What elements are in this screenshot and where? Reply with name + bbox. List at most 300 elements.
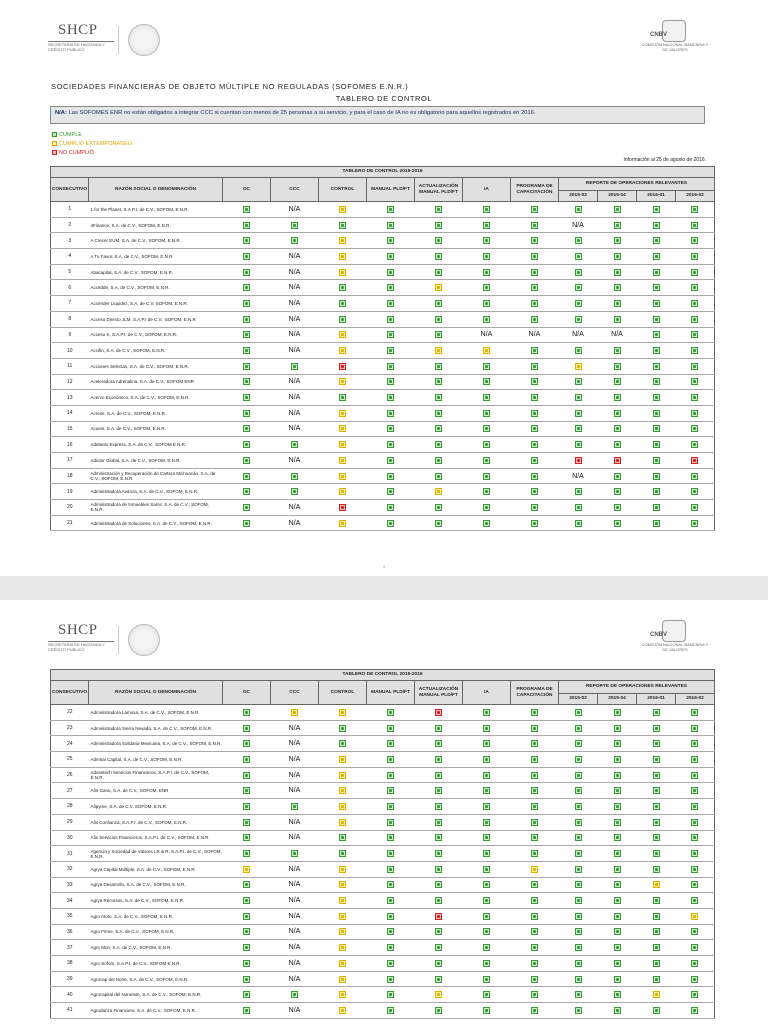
cumple-icon (243, 300, 250, 307)
cumple-icon (387, 363, 394, 370)
cumple-icon (614, 378, 621, 385)
status-cell (223, 814, 271, 830)
status-cell (559, 202, 598, 218)
status-cell (223, 264, 271, 280)
cumple-icon (691, 1007, 698, 1014)
cnbv-badge-icon (662, 620, 686, 642)
cumple-icon (483, 378, 490, 385)
status-cell (559, 830, 598, 846)
na-value: N/A (288, 944, 301, 952)
cumple-icon (691, 331, 698, 338)
cumple-icon (387, 441, 394, 448)
extemporaneo-icon (339, 756, 346, 763)
cumple-icon (531, 410, 538, 417)
status-cell (511, 311, 559, 327)
table-row (51, 515, 715, 531)
national-seal-icon (128, 624, 160, 656)
company-name: Administradora de Soluciones, S.A. de C.V., SOFOM, E.N.R. (89, 515, 223, 531)
cumple-icon (691, 520, 698, 527)
status-cell (511, 956, 559, 972)
status-cell (511, 1003, 559, 1019)
status-cell (676, 249, 715, 265)
cumple-icon (435, 928, 442, 935)
status-cell (511, 799, 559, 815)
cumple-icon (387, 960, 394, 967)
cnbv-badge-icon (662, 20, 686, 42)
status-cell (559, 956, 598, 972)
col-period: 2016-01 (637, 191, 676, 202)
status-cell (598, 233, 637, 249)
status-cell (463, 767, 511, 783)
cumple-icon (575, 316, 582, 323)
cumple-icon (435, 819, 442, 826)
cumple-icon (653, 316, 660, 323)
cumple-icon (435, 410, 442, 417)
cumple-icon (435, 378, 442, 385)
extemporaneo-icon (691, 913, 698, 920)
cumple-icon (531, 316, 538, 323)
cumple-icon (483, 913, 490, 920)
extemporaneo-icon (339, 913, 346, 920)
cumple-icon (653, 331, 660, 338)
na-value: N/A (288, 394, 301, 402)
cumple-icon (435, 740, 442, 747)
status-cell (319, 484, 367, 500)
extemporaneo-icon (339, 709, 346, 716)
cumple-icon (243, 378, 250, 385)
status-cell (223, 296, 271, 312)
status-cell (637, 437, 676, 453)
status-cell (637, 814, 676, 830)
status-cell (598, 940, 637, 956)
row-number: 20 (51, 500, 89, 516)
extemporaneo-icon (435, 347, 442, 354)
na-cell (271, 956, 319, 972)
status-cell (676, 296, 715, 312)
row-number: 25 (51, 752, 89, 768)
cnbv-logo-subtitle: COMISIÓN NACIONAL BANCARIA Y DE VALORES (641, 642, 709, 652)
status-cell (367, 893, 415, 909)
status-cell (559, 877, 598, 893)
na-value: N/A (288, 740, 301, 748)
cumple-icon (614, 787, 621, 794)
cnbv-logo (640, 20, 710, 56)
cumple-icon (483, 504, 490, 511)
status-cell (223, 877, 271, 893)
status-cell (319, 861, 367, 877)
extemporaneo-icon (339, 928, 346, 935)
status-cell (559, 752, 598, 768)
cumple-icon (691, 991, 698, 998)
cumple-icon (387, 740, 394, 747)
table-row (51, 893, 715, 909)
cumple-icon (435, 222, 442, 229)
status-cell (319, 830, 367, 846)
status-cell (598, 767, 637, 783)
status-cell (319, 500, 367, 516)
cumple-icon (691, 410, 698, 417)
status-cell (637, 987, 676, 1003)
status-cell (319, 515, 367, 531)
cumple-icon (243, 709, 250, 716)
status-cell (415, 1003, 463, 1019)
status-cell (415, 767, 463, 783)
status-cell (415, 830, 463, 846)
cumple-icon (483, 850, 490, 857)
na-cell (271, 908, 319, 924)
status-cell (271, 437, 319, 453)
cumple-icon (435, 331, 442, 338)
na-value: N/A (480, 331, 493, 339)
cumple-icon (653, 520, 660, 527)
company-name: Acceso Directo JLM, S.A.P.I de C.V., SOFOM, E.N.R (89, 311, 223, 327)
status-cell (415, 484, 463, 500)
company-name: Agrocap del Norte, S.A. de C.V., SOFOM, E.N.R. (89, 971, 223, 987)
status-cell (511, 705, 559, 721)
status-cell (415, 468, 463, 484)
status-cell (676, 971, 715, 987)
cumple-icon (653, 819, 660, 826)
cumple-icon (435, 866, 442, 873)
table-row (51, 311, 715, 327)
table-row (51, 971, 715, 987)
company-name: Adiutor Global, S.A. de C.V., SOFOM, E.N.R. (89, 453, 223, 469)
cumple-icon (387, 378, 394, 385)
extemporaneo-icon (575, 363, 582, 370)
status-cell (676, 987, 715, 1003)
cumple-icon (483, 206, 490, 213)
cumple-icon (243, 960, 250, 967)
cumple-icon (691, 300, 698, 307)
status-cell (463, 987, 511, 1003)
extemporaneo-icon (339, 787, 346, 794)
cumple-icon (614, 928, 621, 935)
status-cell (598, 343, 637, 359)
row-number: 2 (51, 217, 89, 233)
table-row (51, 956, 715, 972)
status-cell (463, 484, 511, 500)
col-period: 2015-04 (598, 694, 637, 705)
status-cell (367, 437, 415, 453)
status-cell (223, 1003, 271, 1019)
status-cell (415, 390, 463, 406)
cumple-icon (243, 725, 250, 732)
status-cell (637, 421, 676, 437)
na-cell (271, 861, 319, 877)
col-period: 2015-04 (598, 191, 637, 202)
row-number: 7 (51, 296, 89, 312)
status-cell (676, 908, 715, 924)
status-cell (598, 720, 637, 736)
status-cell (511, 720, 559, 736)
cumple-icon (531, 284, 538, 291)
cumple-icon (653, 284, 660, 291)
cumple-icon (387, 991, 394, 998)
cumple-icon (653, 913, 660, 920)
cumple-icon (653, 206, 660, 213)
status-cell (319, 421, 367, 437)
status-cell (463, 515, 511, 531)
status-cell (223, 421, 271, 437)
row-number: 15 (51, 421, 89, 437)
row-number: 21 (51, 515, 89, 531)
cumple-icon (291, 803, 298, 810)
cumple-icon (691, 473, 698, 480)
status-cell (637, 249, 676, 265)
table-row (51, 736, 715, 752)
status-cell (415, 908, 463, 924)
cumple-icon (653, 725, 660, 732)
na-cell (271, 877, 319, 893)
cumple-icon (614, 897, 621, 904)
cumple-icon (243, 740, 250, 747)
status-cell (223, 987, 271, 1003)
status-cell (367, 390, 415, 406)
status-cell (367, 1003, 415, 1019)
cumple-icon (575, 394, 582, 401)
status-cell (367, 720, 415, 736)
cumple-icon (387, 866, 394, 873)
status-cell (559, 705, 598, 721)
status-cell (598, 437, 637, 453)
col-manual: MANUAL PLD/FT (367, 178, 415, 202)
company-name: Administradora Lamosa, S.A. de C.V., SOFOM, E.N.R. (89, 705, 223, 721)
cumple-icon (691, 866, 698, 873)
cumple-icon (531, 269, 538, 276)
cumple-icon (387, 520, 394, 527)
status-cell (463, 908, 511, 924)
status-cell (511, 343, 559, 359)
status-cell (463, 830, 511, 846)
status-cell (676, 405, 715, 421)
company-name: Admiral Capital, S.A. de C.V., SOFOM, E.N.R. (89, 752, 223, 768)
cumple-icon (387, 944, 394, 951)
status-cell (367, 468, 415, 484)
status-cell (559, 374, 598, 390)
status-cell (559, 453, 598, 469)
status-cell (559, 264, 598, 280)
cumple-icon (483, 866, 490, 873)
cumple-icon (387, 316, 394, 323)
cumple-icon (243, 881, 250, 888)
status-cell (319, 468, 367, 484)
cumple-icon (531, 756, 538, 763)
cumple-icon (531, 976, 538, 983)
cumple-icon (691, 928, 698, 935)
status-cell (637, 264, 676, 280)
status-cell (463, 217, 511, 233)
status-cell (463, 1003, 511, 1019)
row-number: 37 (51, 940, 89, 956)
cumple-icon (575, 866, 582, 873)
cumple-icon (243, 253, 250, 260)
status-cell (511, 280, 559, 296)
status-cell (598, 202, 637, 218)
col-control: CONTROL (319, 178, 367, 202)
cumple-icon (575, 1007, 582, 1014)
cumple-icon (243, 834, 250, 841)
na-value: N/A (288, 425, 301, 433)
company-name: Afipyme, S.A. de C.V. SOFOM, E.N.R. (89, 799, 223, 815)
cumple-icon (531, 441, 538, 448)
status-cell (319, 405, 367, 421)
row-number: 18 (51, 468, 89, 484)
na-cell (271, 971, 319, 987)
cumple-icon (614, 206, 621, 213)
table-row (51, 783, 715, 799)
status-cell (367, 861, 415, 877)
extemporaneo-icon (531, 866, 538, 873)
cumple-icon (387, 834, 394, 841)
cumple-icon (243, 772, 250, 779)
status-cell (598, 987, 637, 1003)
legend-no-label: NO CUMPLIÓ (59, 150, 94, 156)
status-cell (319, 311, 367, 327)
cumple-icon (291, 363, 298, 370)
status-cell (598, 280, 637, 296)
status-cell (676, 783, 715, 799)
na-value: N/A (288, 928, 301, 936)
cumple-icon (614, 960, 621, 967)
shcp-logo-subtitle: SECRETARÍA DE HACIENDA Y CRÉDITO PÚBLICO (48, 42, 105, 52)
no-cumplio-icon (575, 457, 582, 464)
national-seal-icon (128, 24, 160, 56)
table-row (51, 280, 715, 296)
na-cell (271, 264, 319, 280)
na-value: N/A (288, 268, 301, 276)
status-cell (463, 500, 511, 516)
cumple-icon (483, 756, 490, 763)
status-cell (511, 358, 559, 374)
status-cell (415, 924, 463, 940)
cumple-icon (435, 237, 442, 244)
status-cell (319, 956, 367, 972)
row-number: 29 (51, 814, 89, 830)
status-cell (637, 374, 676, 390)
status-cell (367, 296, 415, 312)
cumple-icon (243, 363, 250, 370)
na-value: N/A (288, 818, 301, 826)
cumple-icon (614, 316, 621, 323)
status-cell (463, 405, 511, 421)
cumple-icon (435, 834, 442, 841)
cumple-icon (291, 850, 298, 857)
na-value: N/A (288, 299, 301, 307)
status-cell (676, 893, 715, 909)
status-cell (676, 233, 715, 249)
status-cell (367, 264, 415, 280)
status-cell (223, 437, 271, 453)
cumple-icon (691, 284, 698, 291)
company-name: Administración y Recuperación de Cartera Michoacán, S.A. de C.V., SOFOM, E.N.R. (89, 468, 223, 484)
status-cell (271, 358, 319, 374)
na-value: N/A (572, 221, 584, 229)
cumple-icon (575, 300, 582, 307)
cnbv-logo (640, 620, 710, 656)
cumple-icon (387, 1007, 394, 1014)
status-cell (598, 830, 637, 846)
company-name: Acuein, S.A. de C.V., SOFOM, E.N.R. (89, 421, 223, 437)
cumple-icon (435, 787, 442, 794)
cumple-icon (243, 944, 250, 951)
status-cell (415, 405, 463, 421)
status-cell (559, 908, 598, 924)
status-cell (559, 767, 598, 783)
row-number: 36 (51, 924, 89, 940)
cumple-icon (531, 944, 538, 951)
cumple-icon (243, 819, 250, 826)
row-number: 34 (51, 893, 89, 909)
cumple-icon (614, 253, 621, 260)
table-body-page-1 (51, 202, 715, 531)
status-cell (511, 405, 559, 421)
status-cell (367, 217, 415, 233)
cumple-icon (614, 284, 621, 291)
status-cell (598, 908, 637, 924)
cumple-icon (691, 488, 698, 495)
status-cell (637, 311, 676, 327)
no-cumplio-icon (339, 504, 346, 511)
status-cell (511, 217, 559, 233)
status-cell (463, 437, 511, 453)
table-row (51, 767, 715, 783)
cumple-icon (575, 850, 582, 857)
na-cell (271, 327, 319, 343)
status-cell (319, 893, 367, 909)
table-row (51, 202, 715, 218)
status-cell (319, 280, 367, 296)
extemporaneo-icon (339, 866, 346, 873)
cumple-icon (691, 237, 698, 244)
status-cell (319, 390, 367, 406)
cumple-icon (691, 347, 698, 354)
cumple-icon (387, 347, 394, 354)
company-name: Administradora Avanza, S.A. de C.V., SOFOM, E.N.R. (89, 484, 223, 500)
cumple-icon (483, 834, 490, 841)
company-name: Agrocapital del Noroeste, S.A. de C.V., SOFOM, E.N.R. (89, 987, 223, 1003)
row-number: 8 (51, 311, 89, 327)
cumple-icon (435, 300, 442, 307)
no-cumplio-icon (614, 457, 621, 464)
status-cell (511, 861, 559, 877)
cumple-icon (387, 222, 394, 229)
cumple-icon (243, 913, 250, 920)
extemporaneo-icon (339, 410, 346, 417)
cumple-icon (614, 520, 621, 527)
na-cell (271, 767, 319, 783)
cumple-icon (653, 834, 660, 841)
shcp-logo-subtitle: SECRETARÍA DE HACIENDA Y CRÉDITO PÚBLICO (48, 642, 105, 652)
table-row (51, 752, 715, 768)
status-cell (319, 327, 367, 343)
cumple-icon (653, 269, 660, 276)
status-cell (223, 233, 271, 249)
cumple-icon (339, 740, 346, 747)
cumple-icon (483, 803, 490, 810)
cumple-icon (691, 253, 698, 260)
cumple-icon (653, 772, 660, 779)
cumple-icon (435, 803, 442, 810)
status-cell (637, 799, 676, 815)
cumple-icon (691, 897, 698, 904)
cumple-icon (435, 394, 442, 401)
cumple-icon (243, 803, 250, 810)
status-cell (511, 736, 559, 752)
cumple-icon (243, 928, 250, 935)
na-note-text: Las SOFOMES ENR no están obligados a integrar CCC si cuentan con menos de 25 personas a su servicio, y para el caso de IA no es obligatorio para aquellos registrados en 2016. (68, 110, 536, 116)
extemporaneo-icon (339, 897, 346, 904)
status-cell (415, 437, 463, 453)
